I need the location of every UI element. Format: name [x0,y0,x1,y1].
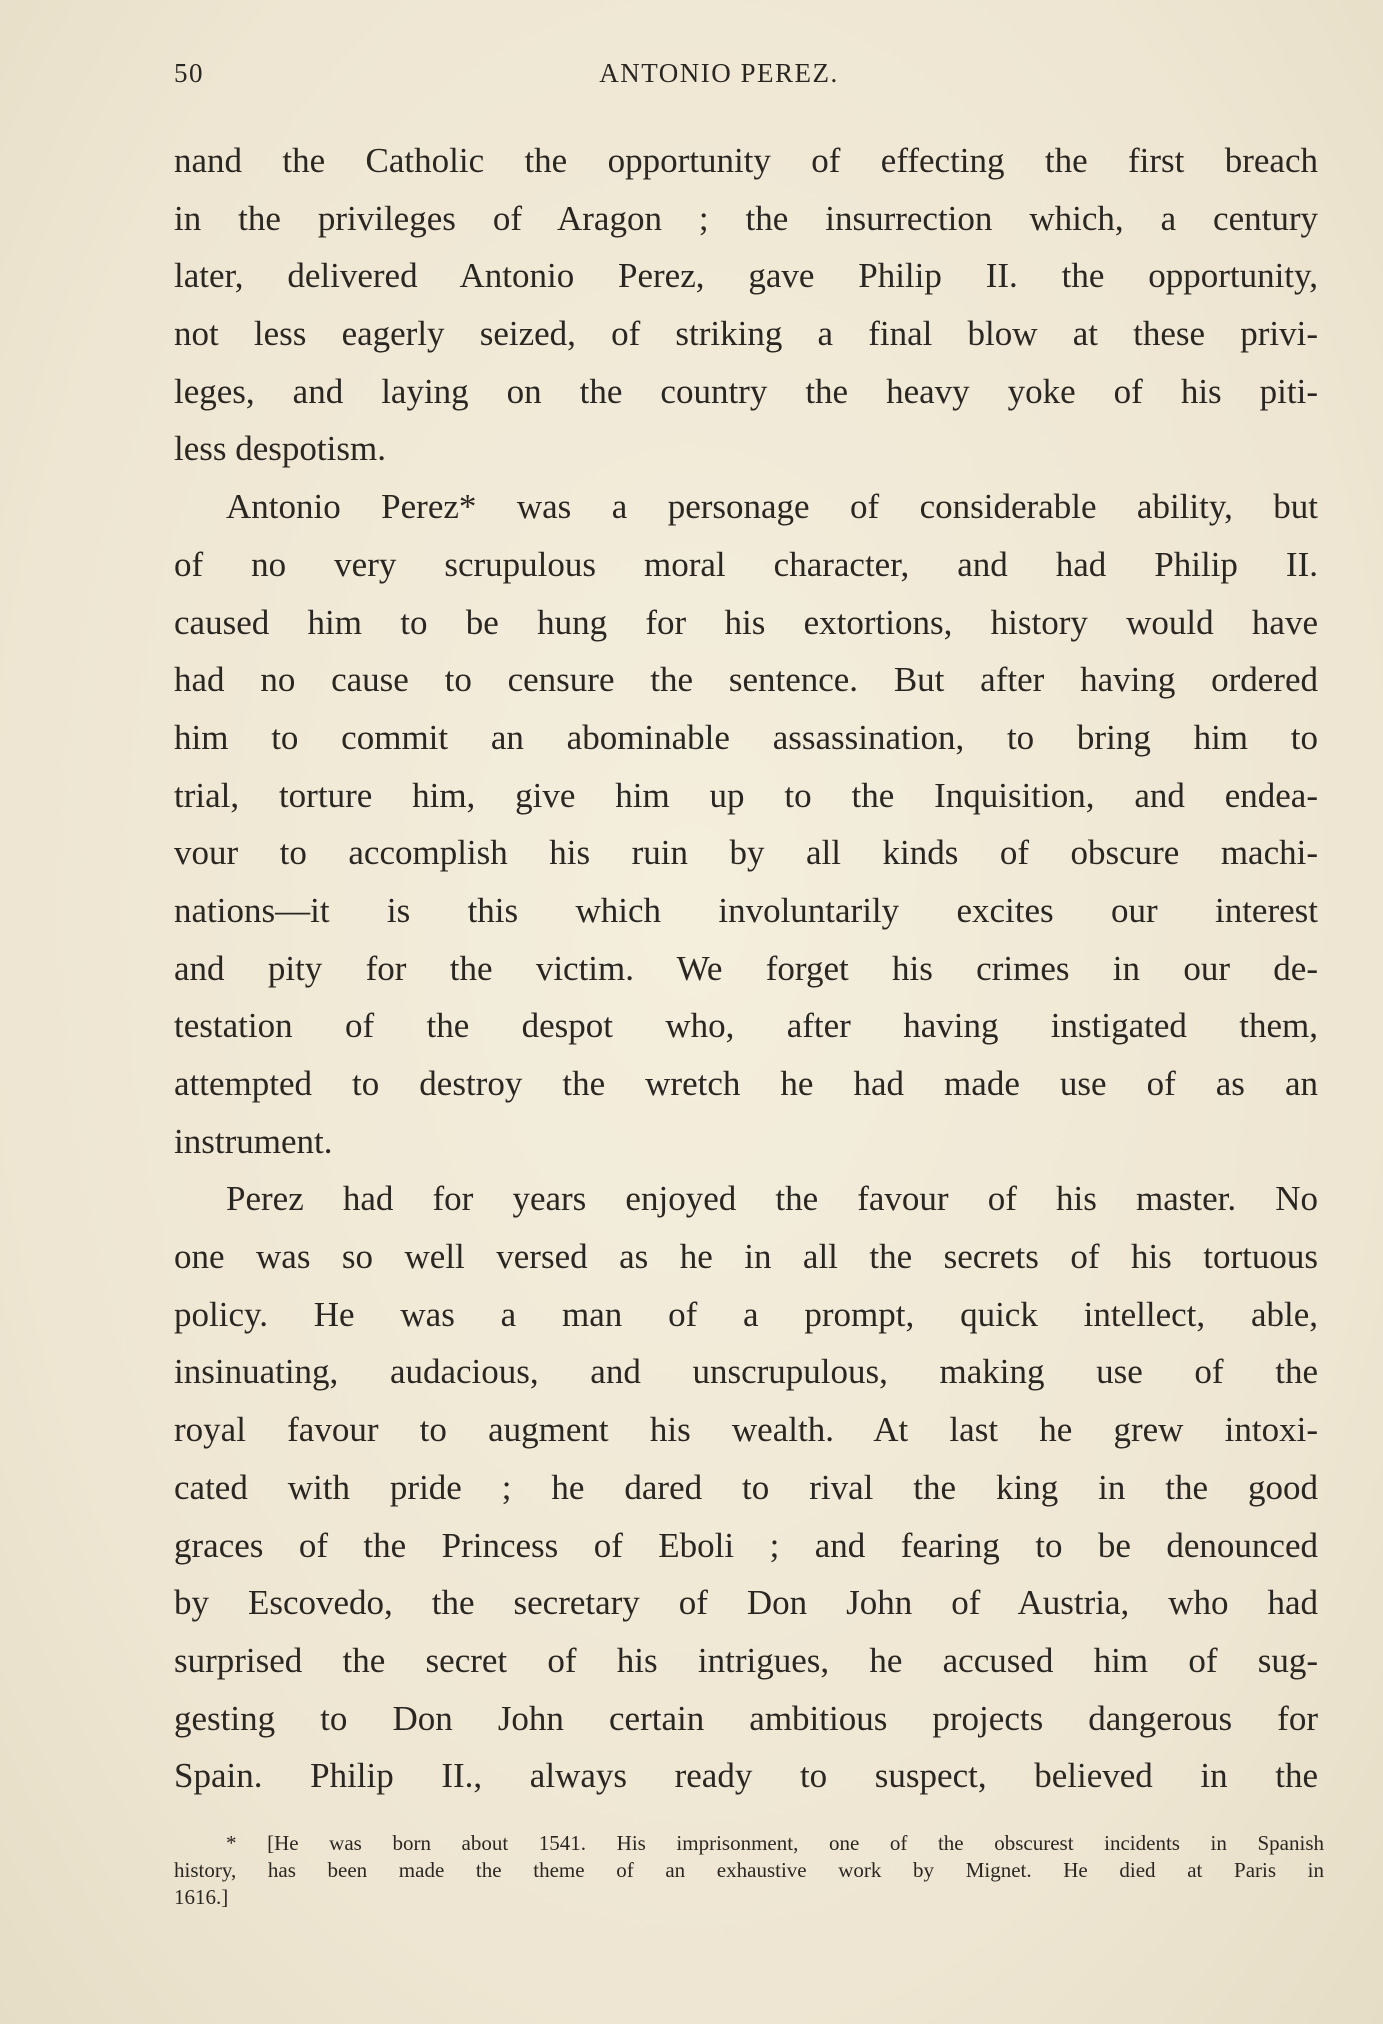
body-text [174,132,1318,1805]
text-line: and pity for the victim. We forget his crimes in our de- [174,948,1318,988]
text-line: cated with pride ; he dared to rival the king in the good [174,1467,1318,1507]
text-line: caused him to be hung for his extortions, history would have [174,602,1318,642]
text-line: graces of the Princess of Eboli ; and fearing to be denounced [174,1525,1318,1565]
footnote [174,1830,1324,1911]
text-line: instrument. [174,1121,333,1161]
text-line: trial, torture him, give him up to the Inquisition, and endea- [174,775,1318,815]
running-head: ANTONIO PEREZ. [599,58,839,88]
text-line: him to commit an abominable assassination, to bring him to [174,717,1318,757]
text-line: one was so well versed as he in all the secrets of his tortuous [174,1237,1318,1277]
text-line: by Escovedo, the secretary of Don John of Austria, who had [174,1583,1318,1623]
footnote-line: history, has been made the theme of an exhaustive work by Mignet. He died at Paris in [174,1858,1324,1882]
text-line: in the privileges of Aragon ; the insurrection which, a century [174,198,1318,238]
text-line: Spain. Philip II., always ready to suspect, believed in the [174,1756,1318,1796]
text-line: Perez had for years enjoyed the favour of his master. No [226,1179,1318,1219]
footnote-line: * [He was born about 1541. His imprisonment, one of the obscurest incidents in Spanish [226,1831,1324,1855]
text-line: vour to accomplish his ruin by all kinds of obscure machi- [174,833,1318,873]
text-line: leges, and laying on the country the heavy yoke of his piti- [174,371,1318,411]
text-line: nations—it is this which involuntarily excites our interest [174,890,1318,930]
text-line: insinuating, audacious, and unscrupulous, making use of the [174,1352,1318,1392]
text-line: not less eagerly seized, of striking a final blow at these privi- [174,314,1318,354]
text-line: of no very scrupulous moral character, and had Philip II. [174,544,1318,584]
text-line: less despotism. [174,429,386,469]
text-line: nand the Catholic the opportunity of effecting the first breach [174,141,1318,180]
text-line: had no cause to censure the sentence. But after having ordered [174,660,1318,700]
text-line: later, delivered Antonio Perez, gave Philip II. the opportunity, [174,256,1318,296]
text-line: surprised the secret of his intrigues, he accused him of sug- [174,1640,1318,1680]
text-line: testation of the despot who, after having instigated them, [174,1006,1318,1046]
text-line: Antonio Perez* was a personage of considerable ability, but [226,487,1318,527]
text-line: gesting to Don John certain ambitious projects dangerous for [174,1698,1318,1738]
text-line: attempted to destroy the wretch he had made use of as an [174,1064,1318,1103]
text-line: policy. He was a man of a prompt, quick intellect, able, [174,1294,1318,1334]
page-number: 50 [174,58,204,88]
text-line: royal favour to augment his wealth. At last he grew intoxi- [174,1410,1318,1450]
page-header [174,58,1324,98]
footnote-line: 1616.] [174,1885,229,1909]
